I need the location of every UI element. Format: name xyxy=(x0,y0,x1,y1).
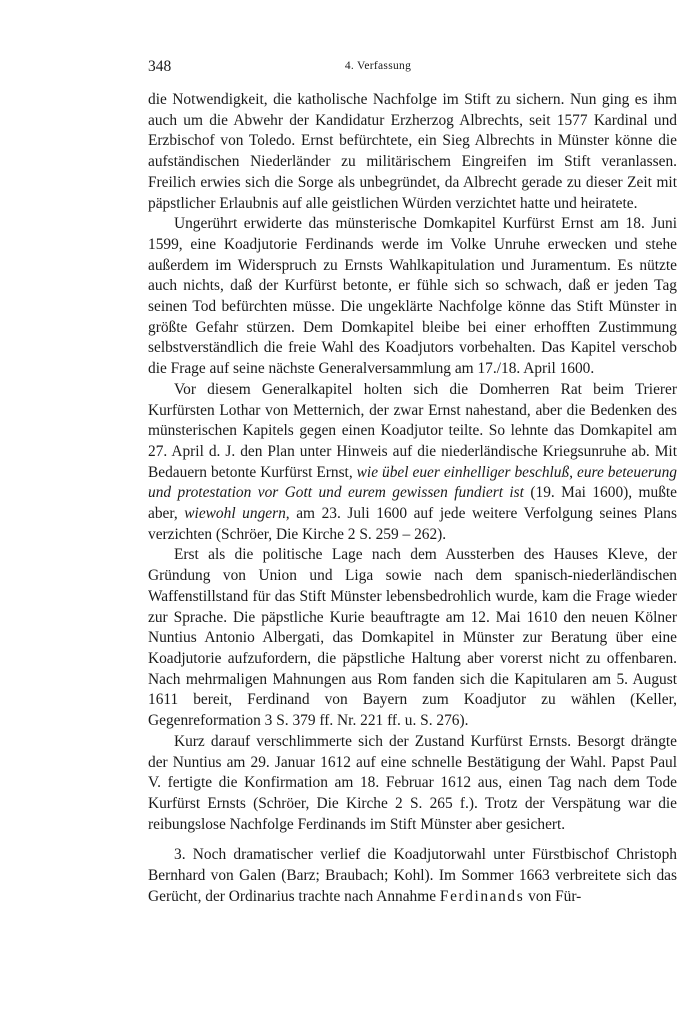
page-number: 348 xyxy=(148,58,172,75)
paragraph-3-text-2: (19. Mai 1600), mußte aber, xyxy=(148,484,678,523)
spaced-name-ferdinand: Ferdinands xyxy=(439,887,525,905)
paragraph-3-text-3: am 23. Juli 1600 auf jede weitere Verfolgung seines Plans verzichten (Schröer, Die Kirche 2 S. 259 – 262). xyxy=(148,505,677,543)
page-header xyxy=(130,58,626,78)
paragraph-3 xyxy=(148,380,677,546)
paragraph-4: Erst als die politische Lage nach dem Aussterben des Hauses Kleve, der Gründung von Union und Liga sowie nach dem spanisch-niederländischen Waffenstillstand für das Stift Münster lebensbedrohlich wurde, kam die Frage wieder zur Sprache. Die päpstliche Kurie beauftragte am 12. Mai 1610 den neuen Kölner Nuntius Antonio Albergati, das Domkapitel in Münster zur Beratung über eine Koadjutorie aufzufordern, die päpstliche Haltung aber vorerst nicht zu offenbaren. Nach mehrmaligen Mahnungen aus Rom fanden sich die Kapitularen am 5. August 1611 bereit, Ferdinand von Bayern zum Koadjutor zu wählen (Keller, Gegenreformation 3 S. 379 ff. Nr. 221 ff. u. S. 276). xyxy=(148,546,677,730)
body-text xyxy=(148,90,677,907)
quote-wiewohl: wiewohl ungern, xyxy=(184,505,290,523)
section-3-text-2: von Für- xyxy=(528,887,582,905)
quote-elector-ernst: wie übel euer einhelliger beschluß, eure beteuerung und protestation vor Gott und eurem gewissen fundiert ist xyxy=(148,463,677,502)
paragraph-3-text-1: Vor diesem Generalkapitel holten sich die Domherren Rat beim Trierer Kurfürsten Lothar von Metternich, der zwar Ernst nahestand, aber die Bedenken des münsterischen Kapitels gegen einen Koadjutor teilte. So lehnte das Domkapitel am 27. April d. J. den Plan unter Hinweis auf die niederländische Kriegsunruhe ab. Mit Bedauern betonte Kurfürst Ernst, xyxy=(148,380,677,481)
paragraph-5: Kurz darauf verschlimmerte sich der Zustand Kurfürst Ernsts. Besorgt drängte der Nuntius am 29. Januar 1612 auf eine schnelle Bestätigung der Wahl. Papst Paul V. fertigte die Konfirmation am 18. Februar 1612 aus, einen Tag nach dem Tode Kurfürst Ernsts (Schröer, Die Kirche 2 S. 265 f.). Trotz der Verspätung war die reibungslose Nachfolge Ferdinands im Stift Münster aber gesichert. xyxy=(148,732,677,833)
running-head: 4. Verfassung xyxy=(344,60,412,72)
paragraph-1: die Notwendigkeit, die katholische Nachfolge im Stift zu sichern. Nun ging es ihm auch um die Abwehr der Kandidatur Erzherzog Albrechts, seit 1577 Kardinal und Erzbischof von Toledo. Ernst befürchtete, ein Sieg Albrechts in Münster könne die aufständischen Niederländer zu militärischem Eingreifen im Stift veranlassen. Freilich erwies sich die Sorge als unbegründet, da Albrecht gerade zu dieser Zeit mit päpstlicher Erlaubnis auf alle geistlichen Würden verzichtet hatte und heiratete. xyxy=(148,91,677,212)
section-3-paragraph xyxy=(148,845,677,907)
section-3-text-1: 3. Noch dramatischer verlief die Koadjutorwahl unter Fürstbischof Christoph Bernhard von Galen (Barz; Braubach; Kohl). Im Sommer 1663 verbreitete sich das Gerücht, der Ordinarius trachte nach Annahme xyxy=(148,846,677,905)
paragraph-2: Ungerührt erwiderte das münsterische Domkapitel Kurfürst Ernst am 18. Juni 1599, eine Koadjutorie Ferdinands werde im Volke Unruhe erwecken und stehe außerdem im Widerspruch zu Ernsts Wahlkapitulation und Juramentum. Es nützte auch nichts, daß der Kurfürst betonte, er fühle sich so schwach, daß er jeden Tag seinen Tod befürchten müsse. Die ungeklärte Nachfolge könne das Stift Münster in größte Gefahr stürzen. Dem Domkapitel bleibe bei einer erhofften Zustimmung selbstverständlich die freie Wahl des Koadjutors vorbehalten. Das Kapitel verschob die Frage auf seine nächste Generalversammlung am 17./18. April 1600. xyxy=(148,215,677,378)
